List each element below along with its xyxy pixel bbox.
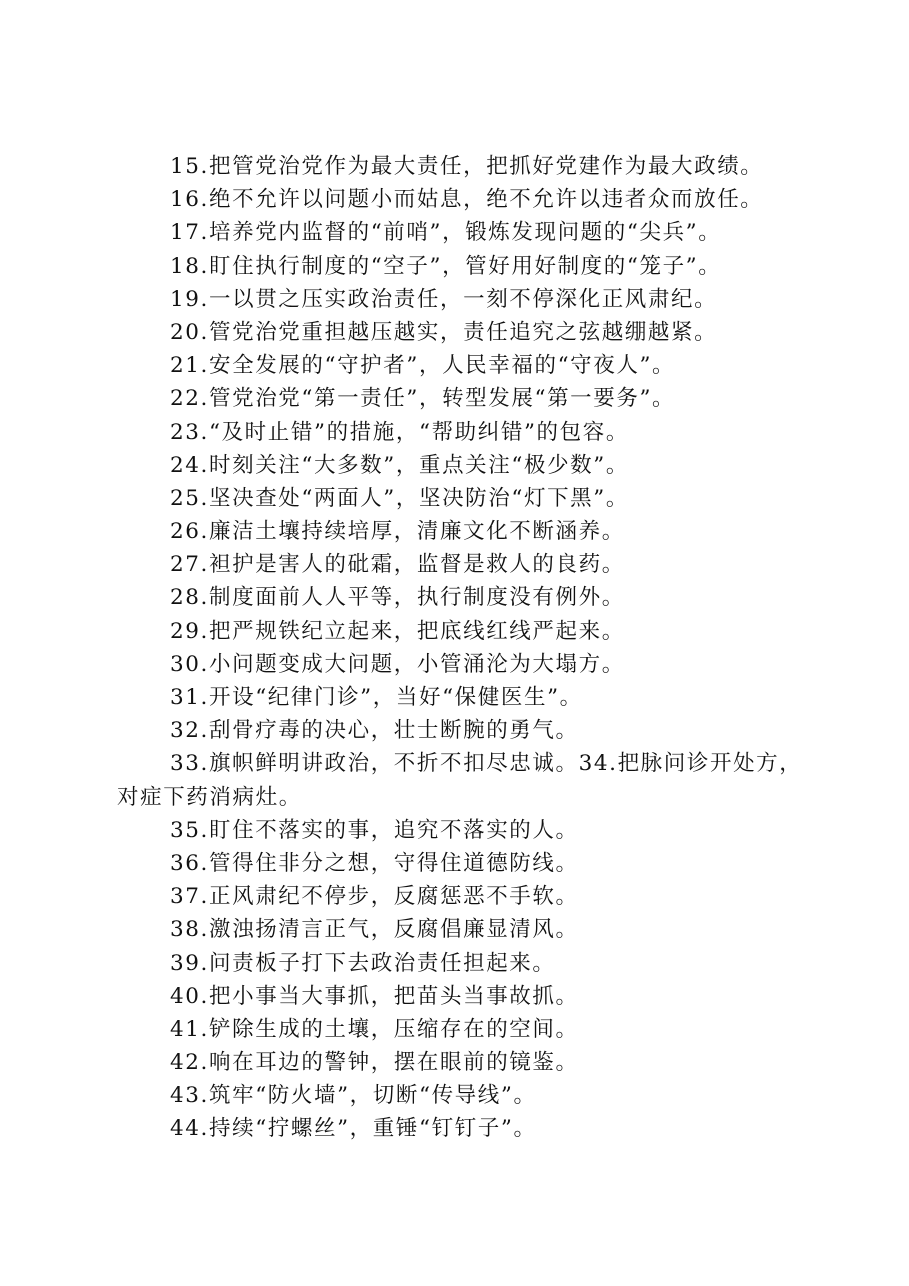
text-line: 27.袒护是害人的砒霜，监督是救人的良药。 bbox=[170, 552, 625, 578]
text-line: 29.把严规铁纪立起来，把底线红线严起来。 bbox=[170, 618, 625, 644]
text-line: 31.开设“纪律门诊”，当好“保健医生”。 bbox=[170, 685, 583, 710]
text-line: 25.坚决查处“两面人”，坚决防治“灯下黑”。 bbox=[170, 485, 629, 511]
text-line: 40.把小事当大事抓，把苗头当事故抓。 bbox=[170, 983, 579, 1009]
text-line: 16.绝不允许以问题小而姑息，绝不允许以违者众而放任。 bbox=[170, 187, 764, 213]
text-line: 33.旗帜鲜明讲政治，不折不扣尽忠诚。34.把脉问诊开处方， bbox=[170, 751, 803, 777]
document-body bbox=[117, 150, 817, 1146]
text-line: 28.制度面前人人平等，执行制度没有例外。 bbox=[170, 585, 625, 611]
text-line: 20.管党治党重担越压越实，责任追究之弦越绷越紧。 bbox=[170, 319, 718, 345]
text-line: 17.培养党内监督的“前哨”，锻炼发现问题的“尖兵”。 bbox=[170, 220, 722, 246]
text-line: 36.管得住非分之想，守得住道德防线。 bbox=[170, 850, 579, 876]
text-line: 35.盯住不落实的事，追究不落实的人。 bbox=[170, 817, 579, 843]
text-line: 15.把管党治党作为最大责任，把抓好党建作为最大政绩。 bbox=[170, 154, 764, 179]
text-line: 18.盯住执行制度的“空子”，管好用好制度的“笼子”。 bbox=[170, 253, 722, 279]
text-line: 42.响在耳边的警钟，摆在眼前的镜鉴。 bbox=[170, 1050, 579, 1076]
text-line: 32.刮骨疗毒的决心，壮士断腕的勇气。 bbox=[170, 718, 579, 744]
text-line: 38.激浊扬清言正气，反腐倡廉显清风。 bbox=[170, 917, 579, 943]
text-line: 23.“及时止错”的措施，“帮助纠错”的包容。 bbox=[170, 419, 629, 445]
text-line: 41.铲除生成的土壤，压缩存在的空间。 bbox=[170, 1016, 579, 1042]
text-line-continuation: 对症下药消病灶。 bbox=[117, 784, 302, 810]
text-line: 22.管党治党“第一责任”，转型发展“第一要务”。 bbox=[170, 386, 676, 412]
text-line: 43.筑牢“防火墙”，切断“传导线”。 bbox=[170, 1083, 537, 1109]
text-line: 19.一以贯之压实政治责任，一刻不停深化正风肃纪。 bbox=[170, 286, 718, 312]
text-line: 26.廉洁土壤持续培厚，清廉文化不断涵养。 bbox=[170, 519, 625, 545]
text-line: 30.小问题变成大问题，小管涌沦为大塌方。 bbox=[170, 651, 625, 677]
text-line: 24.时刻关注“大多数”，重点关注“极少数”。 bbox=[170, 452, 629, 478]
text-line: 39.问责板子打下去政治责任担起来。 bbox=[170, 950, 556, 976]
text-line: 37.正风肃纪不停步，反腐惩恶不手软。 bbox=[170, 884, 579, 910]
text-line: 44.持续“拧螺丝”，重锤“钉钉子”。 bbox=[170, 1116, 537, 1142]
text-line: 21.安全发展的“守护者”，人民幸福的“守夜人”。 bbox=[170, 353, 676, 379]
